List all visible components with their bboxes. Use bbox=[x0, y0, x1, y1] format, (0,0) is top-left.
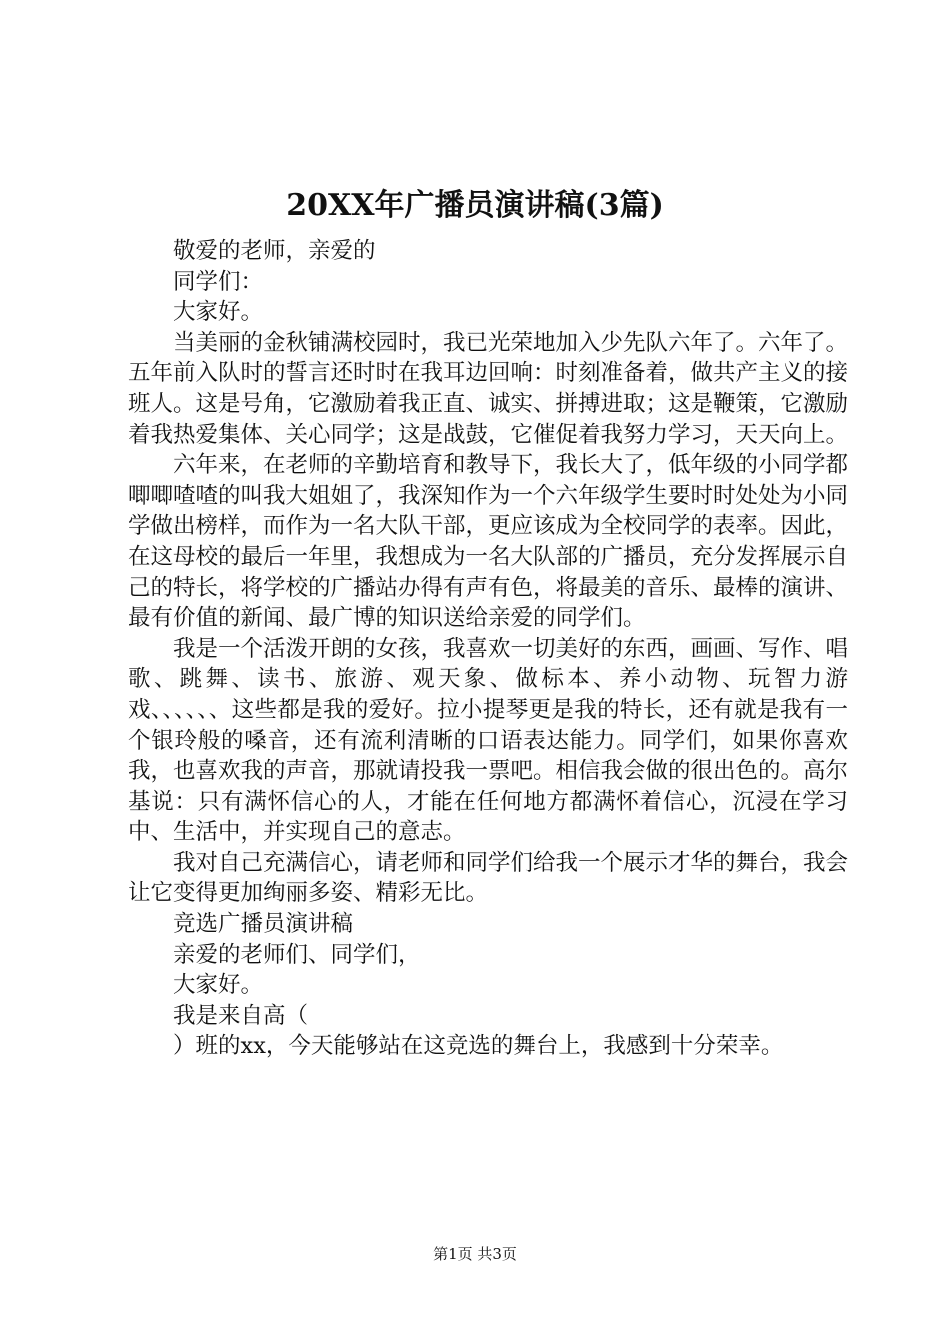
paragraph-7: 我对自己充满信心，请老师和同学们给我一个展示才华的舞台，我会让它变得更加绚丽多姿、精彩无比。 bbox=[128, 849, 849, 907]
document-body bbox=[128, 236, 848, 1062]
page-footer: 第1页 共3页 bbox=[433, 1245, 517, 1263]
paragraph-4: 当美丽的金秋铺满校园时，我已光荣地加入少先队六年了。六年了。五年前入队时的誓言还时时在我耳边回响：时刻准备着，做共产主义的接班人。这是号角，它激励着我正直、诚实、拼搏进取；这是鞭策，它激励着我热爱集体、关心同学；这是战鼓，它催促着我努力学习，天天向上。 bbox=[128, 329, 849, 448]
paragraph-3: 大家好。 bbox=[173, 299, 264, 326]
paragraph-11: 我是来自高（ bbox=[173, 1002, 309, 1029]
paragraph-8: 竞选广播员演讲稿 bbox=[173, 911, 354, 938]
paragraph-5: 六年来，在老师的辛勤培育和教导下，我长大了，低年级的小同学都唧唧喳喳的叫我大姐姐了，我深知作为一个六年级学生要时时处处为小同学做出榜样，而作为一名大队干部，更应该成为全校同学的表率。因此，在这母校的最后一年里，我想成为一名大队部的广播员，充分发挥展示自己的特长，将学校的广播站办得有声有色，将最美的音乐、最棒的演讲、最有价值的新闻、最广博的知识送给亲爱的同学们。 bbox=[128, 452, 849, 632]
paragraph-1: 敬爱的老师，亲爱的 bbox=[173, 238, 376, 264]
paragraph-2: 同学们： bbox=[173, 268, 264, 295]
paragraph-10: 大家好。 bbox=[173, 972, 264, 999]
paragraph-9: 亲爱的老师们、同学们， bbox=[173, 941, 421, 968]
paragraph-6: 我是一个活泼开朗的女孩，我喜欢一切美好的东西，画画、写作、唱歌、跳舞、读书、旅游、观天象、做标本、养小动物、玩智力游戏、、、、、、这些都是我的爱好。拉小提琴更是我的特长，还有就是我有一个银玲般的嗓音，还有流利清晰的口语表达能力。同学们，如果你喜欢我，也喜欢我的声音，那就请投我一票吧。相信我会做的很出色的。高尔基说：只有满怀信心的人，才能在任何地方都满怀着信心，沉浸在学习中、生活中，并实现自己的意志。 bbox=[128, 635, 849, 846]
document-title: 20XX年广播员演讲稿(3篇) bbox=[286, 188, 664, 223]
paragraph-12: ）班的xx，今天能够站在这竞选的舞台上，我感到十分荣幸。 bbox=[173, 1033, 784, 1060]
